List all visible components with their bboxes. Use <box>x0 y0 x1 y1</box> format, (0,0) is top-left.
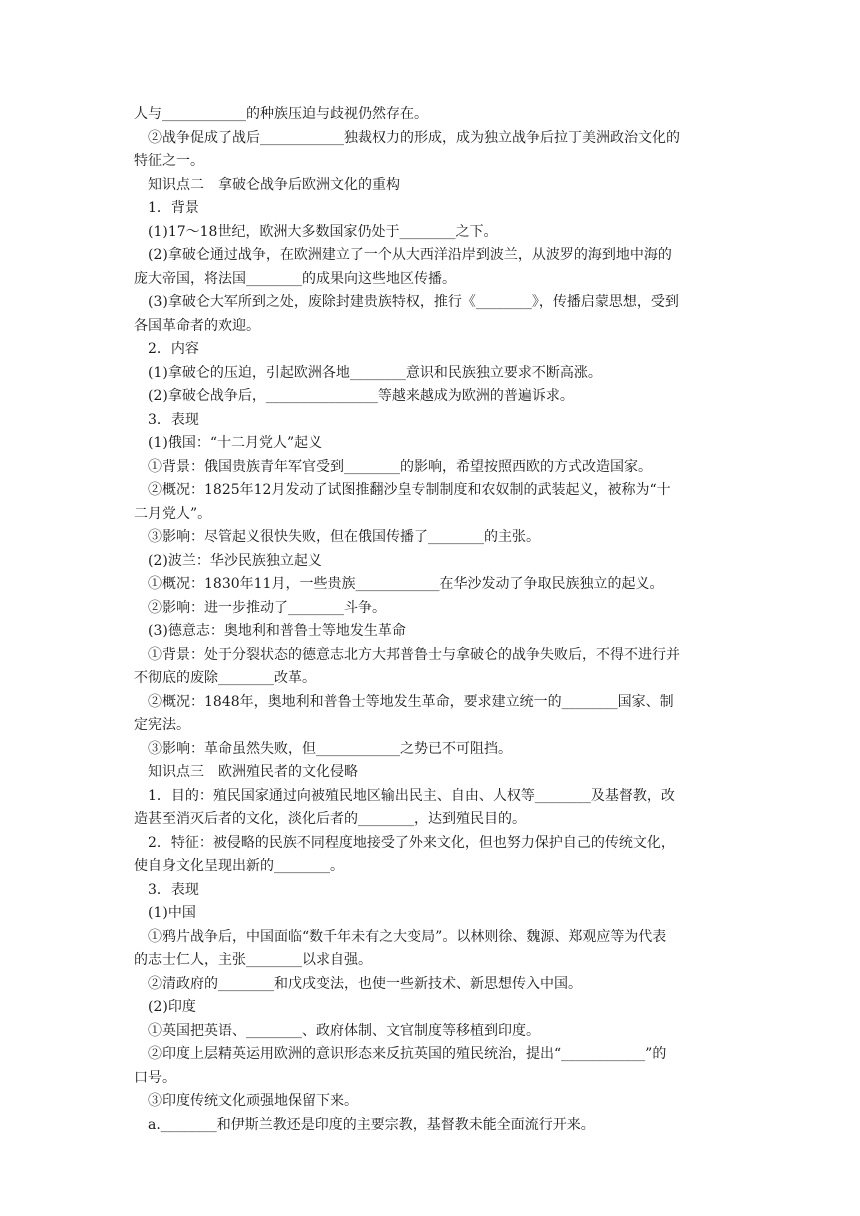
text-line: ②概况：1848年，奥地利和普鲁士等地发生革命，要求建立统一的________国家、制 <box>148 693 674 710</box>
text-line: ③印度传统文化顽强地保留下来。 <box>148 1093 358 1109</box>
text-line: ②影响：进一步推动了________斗争。 <box>148 599 386 616</box>
document-page <box>134 103 734 1137</box>
subsection-heading: 3．表现 <box>148 411 199 428</box>
text-line: 人与____________的种族压迫与歧视仍然存在。 <box>134 106 428 122</box>
text-line: ②清政府的________和戊戌变法，也使一些新技术、新思想传入中国。 <box>148 975 582 992</box>
text-line: 不彻底的废除________改革。 <box>134 670 316 686</box>
text-line: (2)波兰：华沙民族独立起义 <box>148 552 322 569</box>
text-line: ①背景：俄国贵族青年军官受到________的影响，希望按照西欧的方式改造国家。 <box>148 458 652 475</box>
text-line: (2)拿破仑战争后，________________等越来越成为欧洲的普遍诉求。 <box>148 388 574 404</box>
text-line: 庞大帝国，将法国________的成果向这些地区传播。 <box>134 270 456 287</box>
text-line: (3)拿破仑大军所到之处，废除封建贵族特权，推行《________》，传播启蒙思想，受到 <box>148 294 679 310</box>
text-line: (3)德意志：奥地利和普鲁士等地发生革命 <box>148 623 406 639</box>
text-line: (1)拿破仑的压迫，引起欧洲各地________意识和民族独立要求不断高涨。 <box>148 364 602 381</box>
subsection-heading: 2．内容 <box>148 341 199 357</box>
text-line: ②战争促成了战后____________独裁权力的形成，成为独立战争后拉丁美洲政治文化的 <box>148 129 680 146</box>
text-line: 1．目的：殖民国家通过向被殖民地区输出民主、自由、人权等________及基督教，改 <box>148 787 675 804</box>
subsection-heading: 1．背景 <box>148 200 199 216</box>
text-line: ①鸦片战争后，中国面临“数千年未有之大变局”。以林则徐、魏源、郑观应等为代表 <box>148 928 667 945</box>
text-line: ②概况：1825年12月发动了试图推翻沙皇专制制度和农奴制的武装起义，被称为“十 <box>148 482 671 498</box>
text-line: a.________和伊斯兰教还是印度的主要宗教，基督教未能全面流行开来。 <box>148 1116 595 1133</box>
text-line: 造甚至消灭后者的文化，淡化后者的________，达到殖民目的。 <box>134 811 526 827</box>
text-line: (2)拿破仑通过战争，在欧洲建立了一个从大西洋沿岸到波兰，从波罗的海到地中海的 <box>148 247 672 263</box>
text-line: ②印度上层精英运用欧洲的意识形态来反抗英国的殖民统治，提出“____________”的 <box>148 1046 667 1062</box>
text-line: (1)中国 <box>148 905 196 921</box>
text-line: (2)印度 <box>148 999 196 1015</box>
text-line: 口号。 <box>134 1069 176 1086</box>
text-line: (1)俄国：“十二月党人”起义 <box>148 435 323 451</box>
text-line: 的志士仁人，主张________以求自强。 <box>134 952 372 968</box>
text-line: 2．特征：被侵略的民族不同程度地接受了外来文化，但也努力保护自己的传统文化， <box>148 834 675 851</box>
text-line: 定宪法。 <box>134 717 190 733</box>
text-line: 各国革命者的欢迎。 <box>134 317 260 334</box>
section-heading: 知识点二 拿破仑战争后欧洲文化的重构 <box>148 176 400 193</box>
text-line: ①概况：1830年11月，一些贵族____________在华沙发动了争取民族独立的起义。 <box>148 576 664 592</box>
section-heading: 知识点三 欧洲殖民者的文化侵略 <box>148 764 358 780</box>
text-line: 二月党人”。 <box>134 505 212 522</box>
text-line: 使自身文化呈现出新的________。 <box>134 858 344 874</box>
text-line: ①背景：处于分裂状态的德意志北方大邦普鲁士与拿破仑的战争失败后，不得不进行并 <box>148 646 680 663</box>
text-line: (1)17～18世纪，欧洲大多数国家仍处于________之下。 <box>148 223 498 240</box>
text-line: ③影响：尽管起义很快失败，但在俄国传播了________的主张。 <box>148 529 540 545</box>
text-line: ③影响：革命虽然失败，但____________之势已不可阻挡。 <box>148 740 512 757</box>
text-line: ①英国把英语、________、政府体制、文官制度等移植到印度。 <box>148 1022 540 1039</box>
text-line: 特征之一。 <box>134 153 204 169</box>
subsection-heading: 3．表现 <box>148 881 199 898</box>
